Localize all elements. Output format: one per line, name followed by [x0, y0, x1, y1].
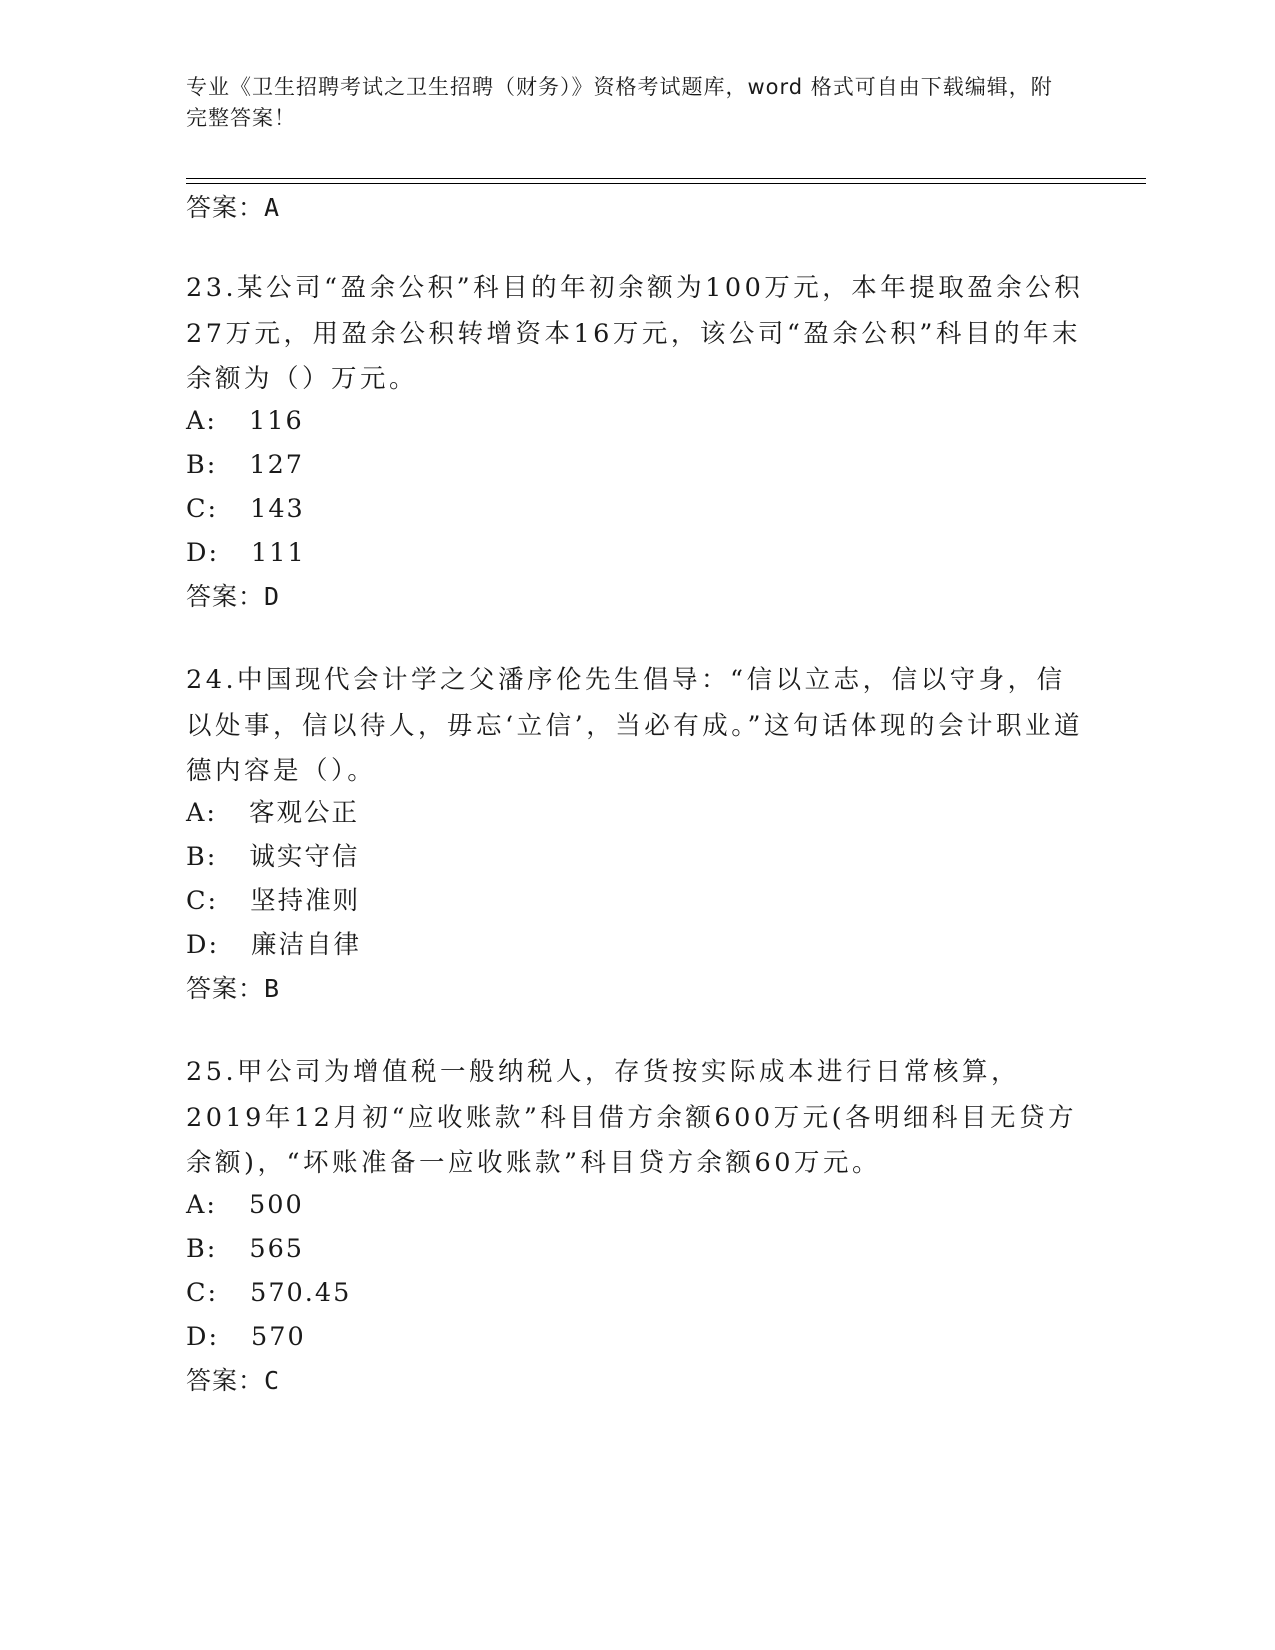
- option-key: C:: [186, 494, 219, 524]
- option-key: A:: [186, 1190, 218, 1220]
- answer-value: C: [264, 1366, 281, 1395]
- option-key: B:: [186, 1234, 218, 1264]
- option-key: D:: [186, 930, 220, 960]
- option-key: C:: [186, 1278, 219, 1308]
- option-value: 570: [251, 1322, 306, 1352]
- option-key: B:: [186, 450, 218, 480]
- question-25-option-a: [186, 1188, 304, 1222]
- question-23-answer: [186, 580, 280, 614]
- option-value: 廉洁自律: [251, 930, 362, 960]
- question-24-option-a: [186, 796, 359, 830]
- option-value: 500: [249, 1190, 304, 1220]
- document-header: 专业《卫生招聘考试之卫生招聘（财务）》资格考试题库，word 格式可自由下载编辑，附完整答案！: [186, 75, 1053, 130]
- question-24-option-c: [186, 884, 360, 918]
- option-value: 116: [249, 406, 304, 436]
- option-value: 111: [251, 538, 306, 568]
- question-25-text: 25.甲公司为增值税一般纳税人，存货按实际成本进行日常核算，2019年12月初“应收账款”科目借方余额600万元(各明细科目无贷方余额)，“坏账准备一应收账款”科目贷方余额60万元。: [186, 1057, 1078, 1178]
- option-value: 570.45: [250, 1278, 352, 1308]
- header-rule-top: [186, 178, 1146, 179]
- option-value: 诚实守信: [249, 842, 360, 872]
- option-value: 坚持准则: [250, 886, 361, 916]
- answer-line-prev: [186, 191, 280, 225]
- question-25-option-b: [186, 1232, 304, 1266]
- question-24-text: 24.中国现代会计学之父潘序伦先生倡导：“信以立志，信以守身，信以处事，信以待人，毋忘‘立信’，当必有成。”这句话体现的会计职业道德内容是（）。: [186, 665, 1083, 786]
- option-value: 客观公正: [249, 798, 360, 828]
- answer-label: 答案：: [186, 193, 265, 222]
- option-key: D:: [186, 1322, 220, 1352]
- option-key: C:: [186, 886, 219, 916]
- question-23-option-d: [186, 536, 306, 570]
- answer-label: 答案：: [186, 582, 265, 611]
- question-24-option-d: [186, 928, 361, 962]
- question-23-text: 23.某公司“盈余公积”科目的年初余额为100万元，本年提取盈余公积27万元，用盈余公积转增资本16万元，该公司“盈余公积”科目的年末余额为（）万元。: [186, 273, 1084, 394]
- question-25-answer: [186, 1364, 280, 1398]
- option-key: B:: [186, 842, 218, 872]
- answer-label: 答案：: [186, 974, 265, 1003]
- answer-value: A: [264, 193, 281, 222]
- question-23-option-a: [186, 404, 304, 438]
- question-24-option-b: [186, 840, 359, 874]
- question-24-answer: [186, 972, 280, 1006]
- option-value: 143: [250, 494, 305, 524]
- answer-value: B: [264, 974, 281, 1003]
- answer-value: D: [264, 582, 281, 611]
- option-key: D:: [186, 538, 220, 568]
- option-value: 565: [249, 1234, 305, 1264]
- option-key: A:: [186, 798, 218, 828]
- question-23-option-c: [186, 492, 305, 526]
- question-25-option-c: [186, 1276, 351, 1310]
- question-23-option-b: [186, 448, 304, 482]
- question-25-option-d: [186, 1320, 306, 1354]
- option-value: 127: [249, 450, 305, 480]
- answer-label: 答案：: [186, 1366, 265, 1395]
- option-key: A:: [186, 406, 218, 436]
- header-rule-bottom: [186, 183, 1146, 184]
